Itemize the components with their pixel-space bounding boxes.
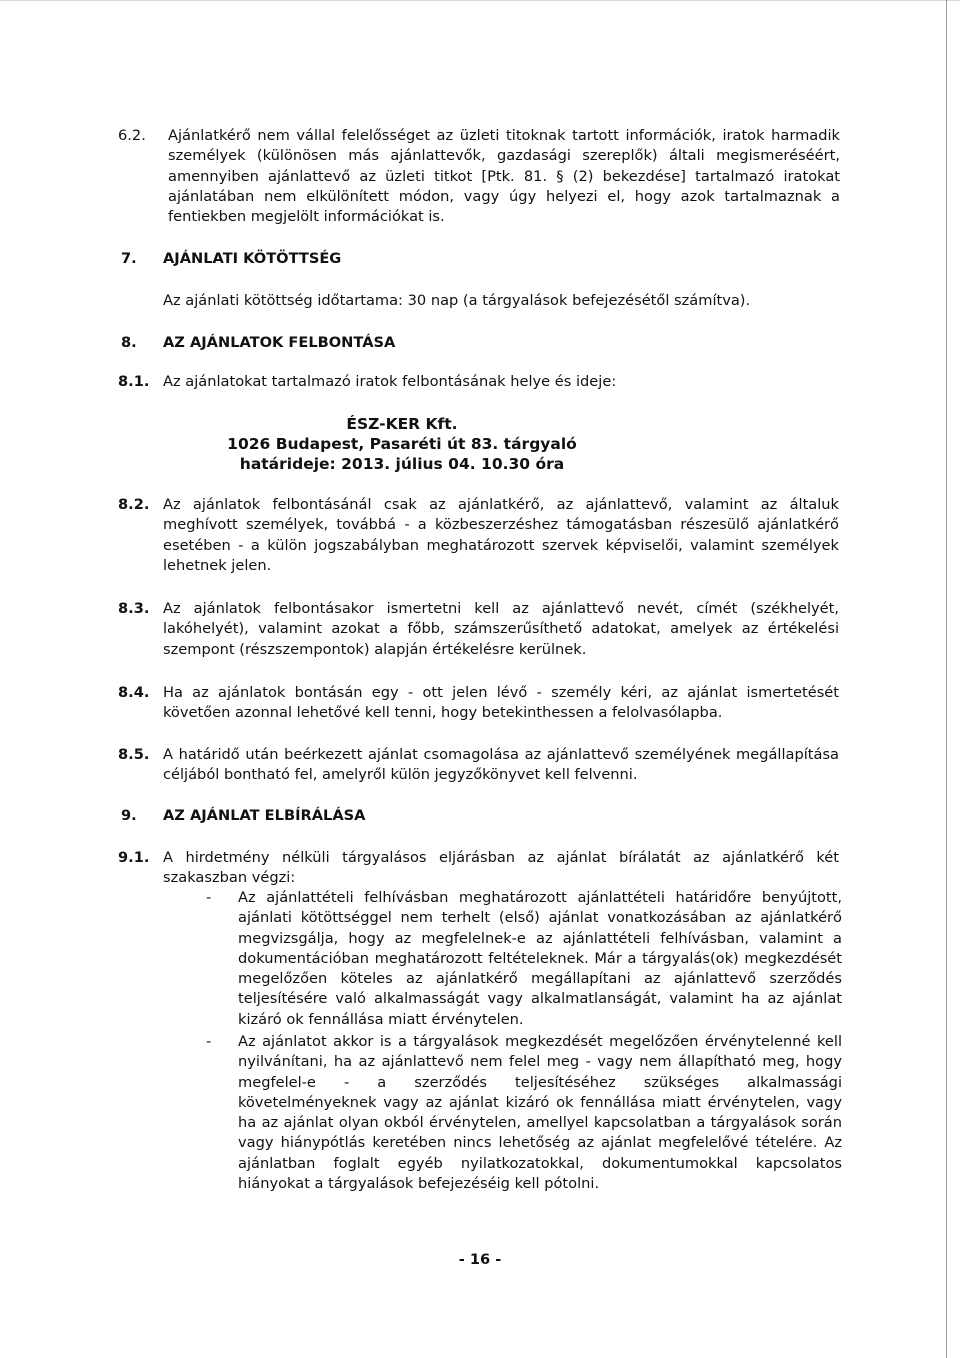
section-text: Ha az ajánlatok bontásán egy - ott jelen lévő - személy kéri, az ajánlat ismertetését követően azonnal lehetővé kell tenni, hogy betekinthessen a felolvasólapba. (163, 684, 839, 722)
section-text: Az ajánlatok felbontásánál csak az ajánlatkérő, az ajánlattevő, valamint az általuk meghívott személyek, továbbá - a közbeszerzéshez támogatásban részesülő ajánlatkérő esetében - a külön jogszabályban meghatározott szervek képviselői, valamint személyek lehetnek jelen. (163, 496, 839, 574)
section-8-4 (118, 683, 848, 733)
section-number: 6.2. (118, 127, 146, 144)
section-8-heading (121, 333, 821, 355)
section-title: AZ AJÁNLAT ELBÍRÁLÁSA (163, 807, 366, 824)
section-8-3 (118, 599, 848, 669)
section-text: Az ajánlatok felbontásakor ismertetni kell az ajánlattevő nevét, címét (székhelyét, lakóhelyét), valamint azokat a főbb, számszerűsíthető adatokat, amelyek az értékelési szempont (részszempontok) alapján értékelésre kerülnek. (163, 600, 839, 658)
section-number: 8.3. (118, 600, 150, 617)
list-item-text: Az ajánlatot akkor is a tárgyalások megkezdését megelőzően érvénytelenné kell nyilvánítani, ha az ajánlattevő nem felel meg - vagy nem állapítható meg, hogy megfelel-e - a szerződés teljesítéséhez szükséges alkalmassági követelményeknek vagy az ajánlat kizáró ok fennállása miatt érvénytelen, vagy ha az ajánlat olyan okból érvénytelen, amellyel kapcsolatban a tárgyalások során vagy hiánypótlás keretében nincs lehetőség az ajánlat megfelelővé tételére. Az ajánlatban foglalt egyéb nyilatkozatokkal, dokumentumokkal kapcsolatos hiányokat a tárgyalások befejezéséig kell pótolni. (238, 1033, 842, 1193)
section-number: 9.1. (118, 849, 150, 866)
section-text: A hirdetmény nélküli tárgyalásos eljárásban az ajánlat bírálatát az ajánlatkérő két szakaszban végzi: (163, 849, 839, 887)
section-9-1 (118, 848, 848, 892)
scan-top-line (0, 0, 960, 1)
section-text: Ajánlatkérő nem vállal felelősséget az üzleti titoknak tartott információk, iratok harmadik személyek (különösen más ajánlattevők, gazdasági szereplők) általi megismeréséért, amennyiben ajánlattevő az üzleti titkot [Ptk. 81. § (2) bekezdése] tartalmazó iratokat ajánlatában nem elkülönített módon, vagy úgy helyezi el, hogy azok tartalmaznak a fentiekben megjelölt információkat is. (168, 127, 840, 226)
opening-deadline: határideje: 2013. július 04. 10.30 óra (239, 455, 565, 473)
opening-org: ÉSZ-KER Kft. (346, 415, 458, 433)
list-item-text: Az ajánlattételi felhívásban meghatározott ajánlattételi határidőre benyújtott, ajánlati kötöttséggel nem terhelt (első) ajánlat vonatkozásában az ajánlatkérő megvizsgálja, hogy az megfelelnek-e az ajánlattételi felhívásban, valamint a dokumentációban meghatározott feltételeknek. Már a tárgyalás(ok) megkezdését megelőzően köteles az ajánlatkérő megállapítani az ajánlattevő szerződés teljesítésére való alkalmasságát vagy alkalmatlanságát, valamint ha az ajánlat kizáró ok fennállása miatt érvénytelen. (238, 889, 842, 1028)
section-7-heading (121, 249, 821, 271)
section-8-1 (118, 372, 848, 394)
section-title: AZ AJÁNLATOK FELBONTÁSA (163, 334, 396, 351)
section-number: 8. (121, 334, 137, 351)
section-text: Az ajánlatokat tartalmazó iratok felbontásának helye és ideje: (163, 373, 617, 390)
section-8-2 (118, 495, 848, 585)
section-9-heading (121, 806, 821, 828)
section-text: A határidő után beérkezett ajánlat csomagolása az ajánlattevő személyének megállapítása céljából bontható fel, amelyről külön jegyzőkönyvet kell felvenni. (163, 746, 839, 784)
section-number: 8.4. (118, 684, 150, 701)
section-number: 8.1. (118, 373, 150, 390)
section-6-2 (118, 126, 848, 226)
dash-bullet: - (206, 1033, 212, 1050)
page-number: - 16 - (458, 1251, 502, 1268)
dash-bullet: - (206, 889, 212, 906)
scan-right-border (946, 0, 947, 1358)
section-8-5 (118, 745, 848, 795)
section-number: 8.5. (118, 746, 150, 763)
section-number: 9. (121, 807, 137, 824)
section-number: 8.2. (118, 496, 150, 513)
section-7-text: Az ajánlati kötöttség időtartama: 30 nap (a tárgyalások befejezésétől számítva). (163, 292, 751, 309)
section-title: AJÁNLATI KÖTÖTTSÉG (163, 250, 342, 267)
list-item (206, 1032, 846, 1252)
opening-address: 1026 Budapest, Pasaréti út 83. tárgyaló (227, 435, 577, 453)
section-number: 7. (121, 250, 137, 267)
